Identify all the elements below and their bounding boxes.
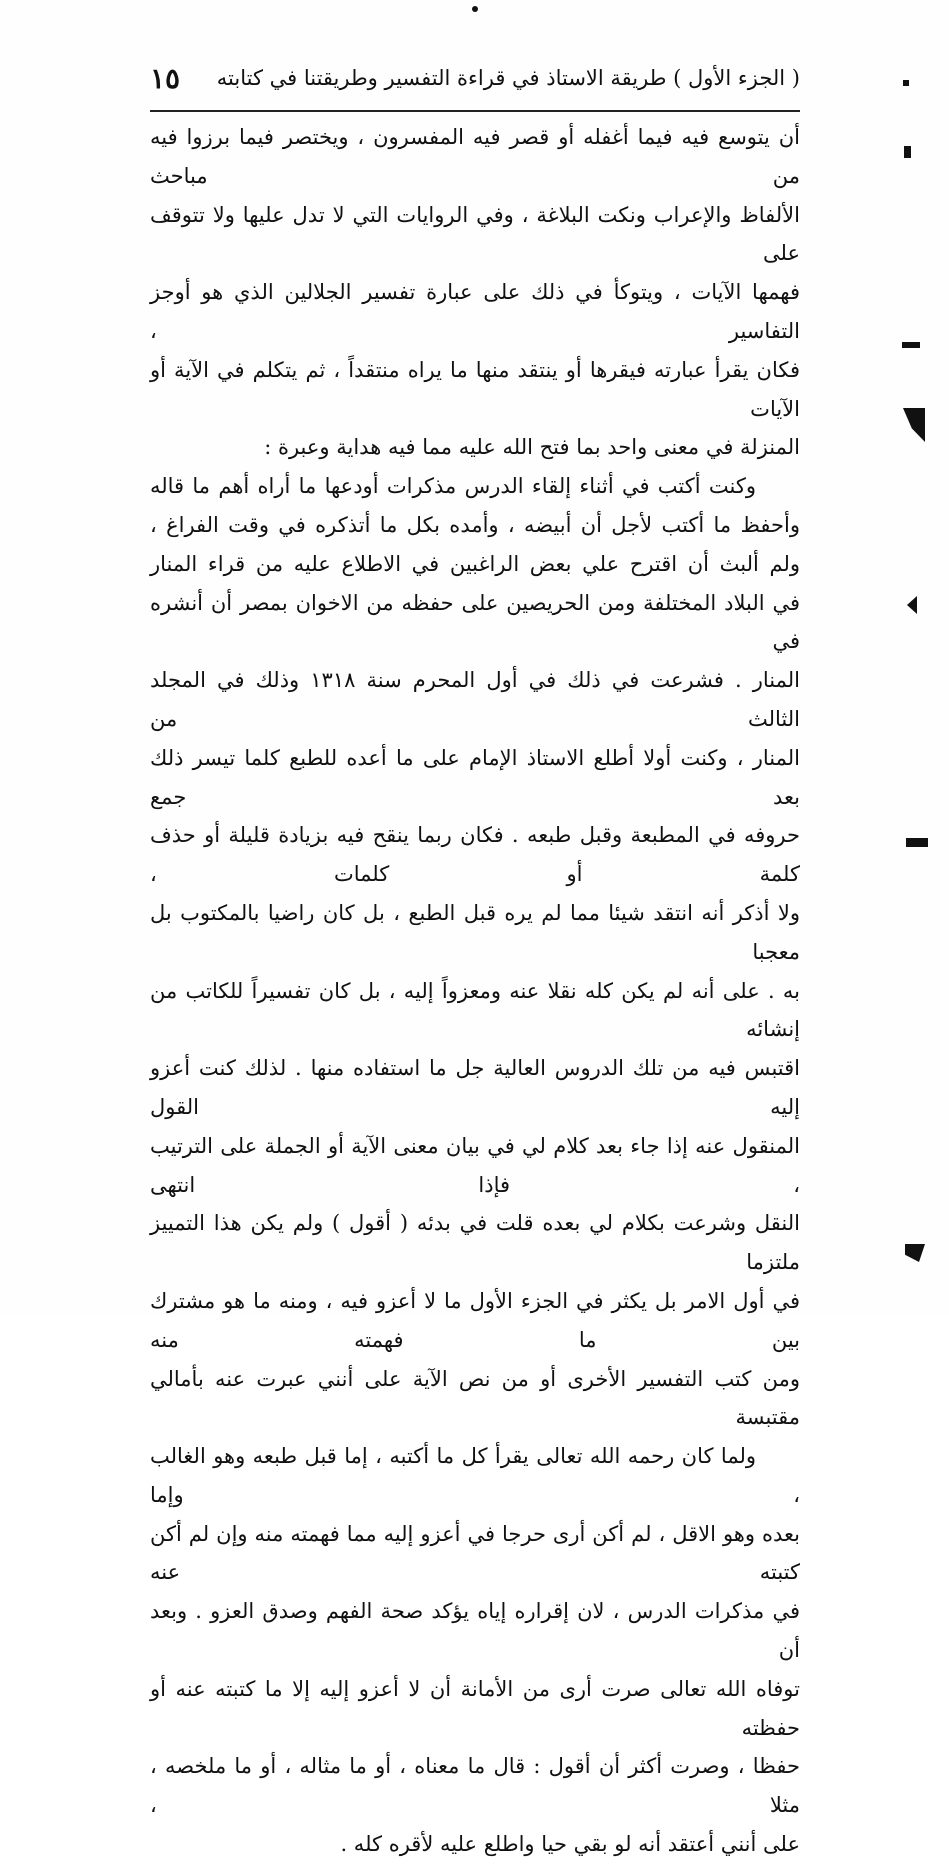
body-text	[150, 118, 800, 1864]
text-line: أن يتوسع فيه فيما أغفله أو قصر فيه المفسرون ، ويختصر فيما برزوا فيه من مباحث	[150, 125, 800, 188]
scan-mark	[905, 1244, 925, 1262]
text-line: ولا أذكر أنه انتقد شيئا مما لم يره قبل الطبع ، بل كان راضيا بالمكتوب بل معجبا	[150, 900, 800, 964]
text-line: حروفه في المطبعة وقبل طبعه . فكان ربما ينقح فيه بزيادة قليلة أو حذف كلمة أو كلمات ،	[150, 823, 800, 887]
text-line: ومن كتب التفسير الأخرى أو من نص الآية على أنني عبرت عنه بأمالي مقتبسة	[150, 1366, 800, 1430]
text-line: على أنني أعتقد أنه لو بقي حيا واطلع عليه لأقره كله .	[340, 1832, 800, 1857]
scan-mark	[903, 408, 925, 442]
text-line: فكان يقرأ عبارته فيقرها أو ينتقد منها ما يراه منتقداً ، ثم يتكلم في الآية أو الآيات	[150, 357, 800, 421]
text-line: اقتبس فيه من تلك الدروس العالية جل ما استفاده منها . لذلك كنت أعزو إليه القول	[150, 1056, 800, 1119]
text-line: وأحفظ ما أكتب لأجل أن أبيضه ، وأمده بكل ما أتذكره في وقت الفراغ ،	[150, 512, 800, 537]
text-line: ولم ألبث أن اقترح علي بعض الراغبين في الاطلاع عليه من قراء المنار	[150, 551, 800, 576]
text-line: في مذكرات الدرس ، لان إقراره إياه يؤكد صحة الفهم وصدق العزو . وبعد أن	[150, 1599, 800, 1663]
text-line: وكنت أكتب في أثناء إلقاء الدرس مذكرات أودعها ما أراه أهم ما قاله	[150, 474, 756, 499]
text-line: توفاه الله تعالى صرت أرى من الأمانة أن لا أعزو إليه إلا ما كتبته عنه أو حفظته	[150, 1676, 801, 1740]
text-line: المنقول عنه إذا جاء بعد كلام لي في بيان معنى الآية أو الجملة على الترتيب ، فإذا انتهى	[150, 1133, 800, 1197]
text-line: في البلاد المختلفة ومن الحريصين على حفظه من الاخوان بمصر أن أنشره في	[150, 590, 800, 654]
text-line: في أول الامر بل يكثر في الجزء الأول ما لا أعزو فيه ، ومنه ما هو مشترك بين ما فهمته منه	[150, 1288, 800, 1352]
page-number: ١٥	[150, 62, 181, 95]
text-line: به . على أنه لم يكن كله نقلا عنه ومعزواً إليه ، بل كان تفسيراً للكاتب من إنشائه	[150, 978, 800, 1042]
page-header	[150, 62, 800, 104]
text-line: المنزلة في معنى واحد بما فتح الله عليه مما فيه هداية وعبرة :	[264, 435, 800, 460]
header-rule	[150, 110, 800, 112]
text-line: حفظا ، وصرت أكثر أن أقول : قال ما معناه ، أو ما مثاله ، أو ما ملخصه ، مثلا ،	[150, 1754, 800, 1818]
text-line: المنار . فشرعت في ذلك في أول المحرم سنة ١٣١٨ وذلك في المجلد الثالث من	[150, 668, 800, 731]
text-line: الألفاظ والإعراب ونكت البلاغة ، وفي الروايات التي لا تدل عليها ولا تتوقف على	[150, 202, 800, 266]
scan-mark	[904, 146, 911, 158]
text-line: ولما كان رحمه الله تعالى يقرأ كل ما أكتبه ، إما قبل طبعه وهو الغالب ، وإما	[150, 1444, 800, 1507]
text-line: فهمها الآيات ، ويتوكأ في ذلك على عبارة تفسير الجلالين الذي هو أوجز التفاسير ،	[150, 280, 800, 343]
text-line: النقل وشرعت بكلام لي بعده قلت في بدئه ( أقول ) ولم يكن هذا التمييز ملتزما	[150, 1211, 800, 1275]
scan-mark	[906, 838, 928, 847]
scan-mark	[902, 342, 920, 348]
scan-mark	[903, 80, 909, 86]
running-title: ( الجزء الأول ) طريقة الاستاذ في قراءة التفسير وطريقتنا في كتابته	[216, 66, 800, 90]
top-dot	[472, 6, 478, 12]
text-line: بعده وهو الاقل ، لم أكن أرى حرجا في أعزو إليه مما فهمته منه وإن لم أكن كتبته عنه	[150, 1521, 800, 1585]
text-line: المنار ، وكنت أولا أطلع الاستاذ الإمام على ما أعده للطبع كلما تيسر ذلك بعد جمع	[150, 745, 800, 809]
scan-mark	[907, 596, 917, 614]
